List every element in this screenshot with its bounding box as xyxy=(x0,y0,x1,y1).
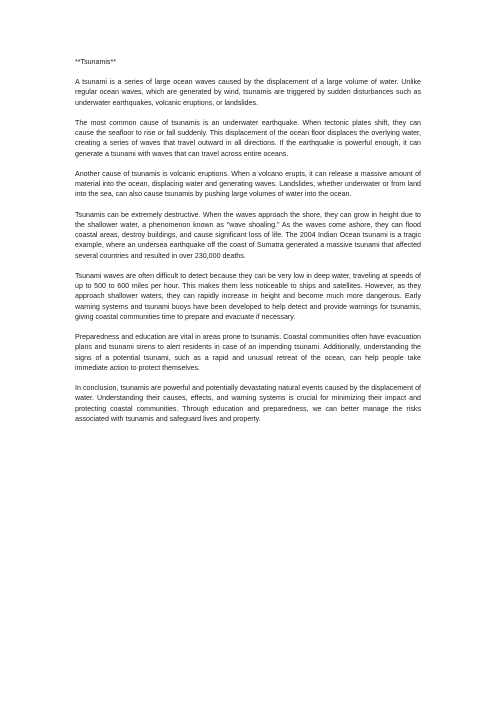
paragraph-earthquakes: The most common cause of tsunamis is an underwater earthquake. When tectonic plates shift, they can cause the seafloor to rise or fall suddenly. This displacement of the ocean floor displaces the overlying water, creating a series of waves that travel outward in all directions. If the earthquake is powerful enough, it can generate a tsunami with waves that can travel across entire oceans. xyxy=(75,119,421,158)
document-title: **Tsunamis** xyxy=(75,58,117,66)
paragraph-preparedness: Preparedness and education are vital in areas prone to tsunamis. Coastal communities often have evacuation plans and tsunami sirens to alert residents in case of an impending tsunami. Additionally, understanding the signs of a potential tsunami, such as a rapid and unusual retreat of the ocean, can help people take immediate action to protect themselves. xyxy=(75,333,421,372)
paragraph-conclusion: In conclusion, tsunamis are powerful and potentially devastating natural events caused by the displacement of water. Understanding their causes, effects, and warning systems is crucial for minimizing their impact and protecting coastal communities. Through education and preparedness, we can better manage the risks associated with tsunamis and safeguard lives and property. xyxy=(75,384,421,423)
paragraph-volcanoes-landslides: Another cause of tsunamis is volcanic eruptions. When a volcano erupts, it can release a massive amount of material into the ocean, displacing water and generating waves. Landslides, whether underwater or from land into the sea, can also cause tsunamis by pushing large volumes of water into the ocean. xyxy=(75,170,421,199)
document-body xyxy=(75,57,421,434)
paragraph-destruction: Tsunamis can be extremely destructive. When the waves approach the shore, they can grow in height due to the shallower water, a phenomenon known as "wave shoaling." As the waves come ashore, they can flood coastal areas, destroy buildings, and cause significant loss of life. The 2004 Indian Ocean tsunami is a tragic example, where an undersea earthquake off the coast of Sumatra generated a massive tsunami that affected several countries and resulted in over 230,000 deaths. xyxy=(75,210,421,260)
paragraph-definition: A tsunami is a series of large ocean waves caused by the displacement of a large volume of water. Unlike regular ocean waves, which are generated by wind, tsunamis are triggered by sudden disturbances such as underwater earthquakes, volcanic eruptions, or landslides. xyxy=(75,78,421,107)
paragraph-detection: Tsunami waves are often difficult to detect because they can be very low in deep water, traveling at speeds of up to 500 to 600 miles per hour. This makes them less noticeable to ships and satellites. However, as they approach shallower waters, they can rapidly increase in height and become much more dangerous. Early warning systems and tsunami buoys have been developed to help detect and provide warnings for tsunamis, giving coastal communities time to prepare and evacuate if necessary. xyxy=(75,272,421,321)
